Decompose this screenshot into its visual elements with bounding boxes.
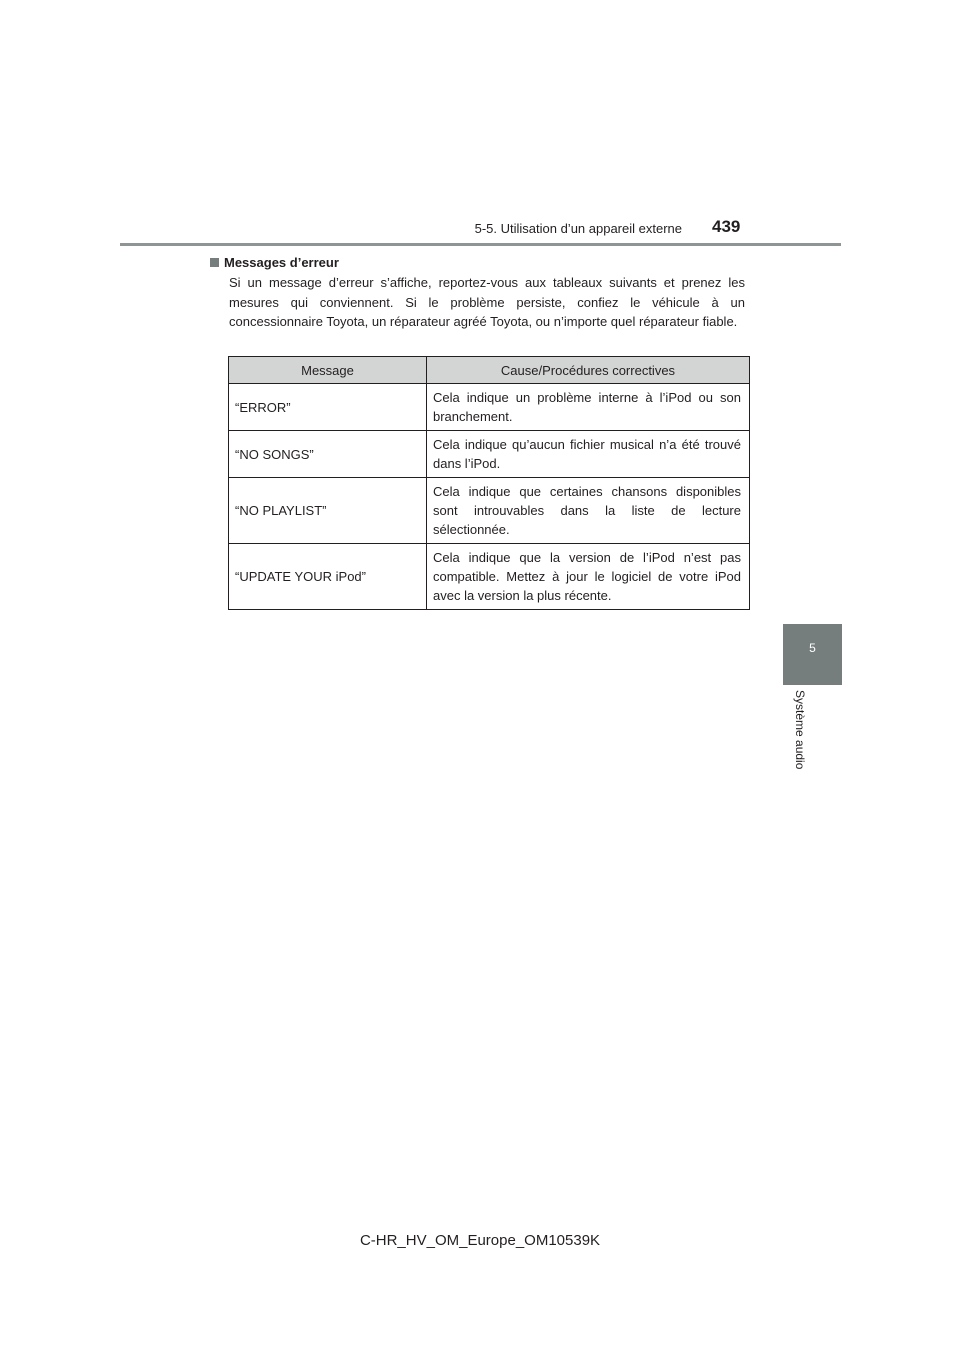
message-cell: “NO PLAYLIST” bbox=[229, 478, 427, 544]
header-message: Message bbox=[229, 357, 427, 384]
message-cell: “NO SONGS” bbox=[229, 431, 427, 478]
chapter-tab bbox=[783, 624, 842, 685]
message-cell: “UPDATE YOUR iPod” bbox=[229, 544, 427, 610]
square-bullet-icon bbox=[210, 258, 219, 267]
cause-cell: Cela indique que certaines chansons disponibles sont introuvables dans la liste de lecture sélectionnée. bbox=[427, 478, 750, 544]
section-heading-text: Messages d’erreur bbox=[224, 255, 339, 270]
cause-cell: Cela indique qu’aucun fichier musical n’a été trouvé dans l’iPod. bbox=[427, 431, 750, 478]
table-row bbox=[229, 478, 750, 544]
section-heading bbox=[210, 255, 339, 270]
chapter-label: Système audio bbox=[793, 690, 807, 770]
table-row bbox=[229, 544, 750, 610]
intro-paragraph: Si un message d’erreur s’affiche, reportez-vous aux tableaux suivants et prenez les mesures qui conviennent. Si le problème persiste, confiez le véhicule à un concessionnaire Toyota, un réparateur agréé Toyota, ou n’importe quel réparateur fiable. bbox=[229, 275, 745, 329]
cause-cell: Cela indique un problème interne à l’iPod ou son branchement. bbox=[427, 384, 750, 431]
document-code: C-HR_HV_OM_Europe_OM10539K bbox=[359, 1232, 601, 1249]
table-header-row bbox=[229, 357, 750, 384]
section-title: 5-5. Utilisation d’un appareil externe bbox=[474, 221, 682, 236]
table-row bbox=[229, 431, 750, 478]
header-cause: Cause/Procédures correctives bbox=[427, 357, 750, 384]
chapter-number: 5 bbox=[809, 641, 816, 655]
cause-cell: Cela indique que la version de l’iPod n’est pas compatible. Mettez à jour le logiciel de votre iPod avec la version la plus récente. bbox=[427, 544, 750, 610]
error-messages-table bbox=[228, 356, 750, 610]
page-number: 439 bbox=[712, 217, 741, 236]
table-row bbox=[229, 384, 750, 431]
header-divider bbox=[120, 243, 841, 246]
message-cell: “ERROR” bbox=[229, 384, 427, 431]
